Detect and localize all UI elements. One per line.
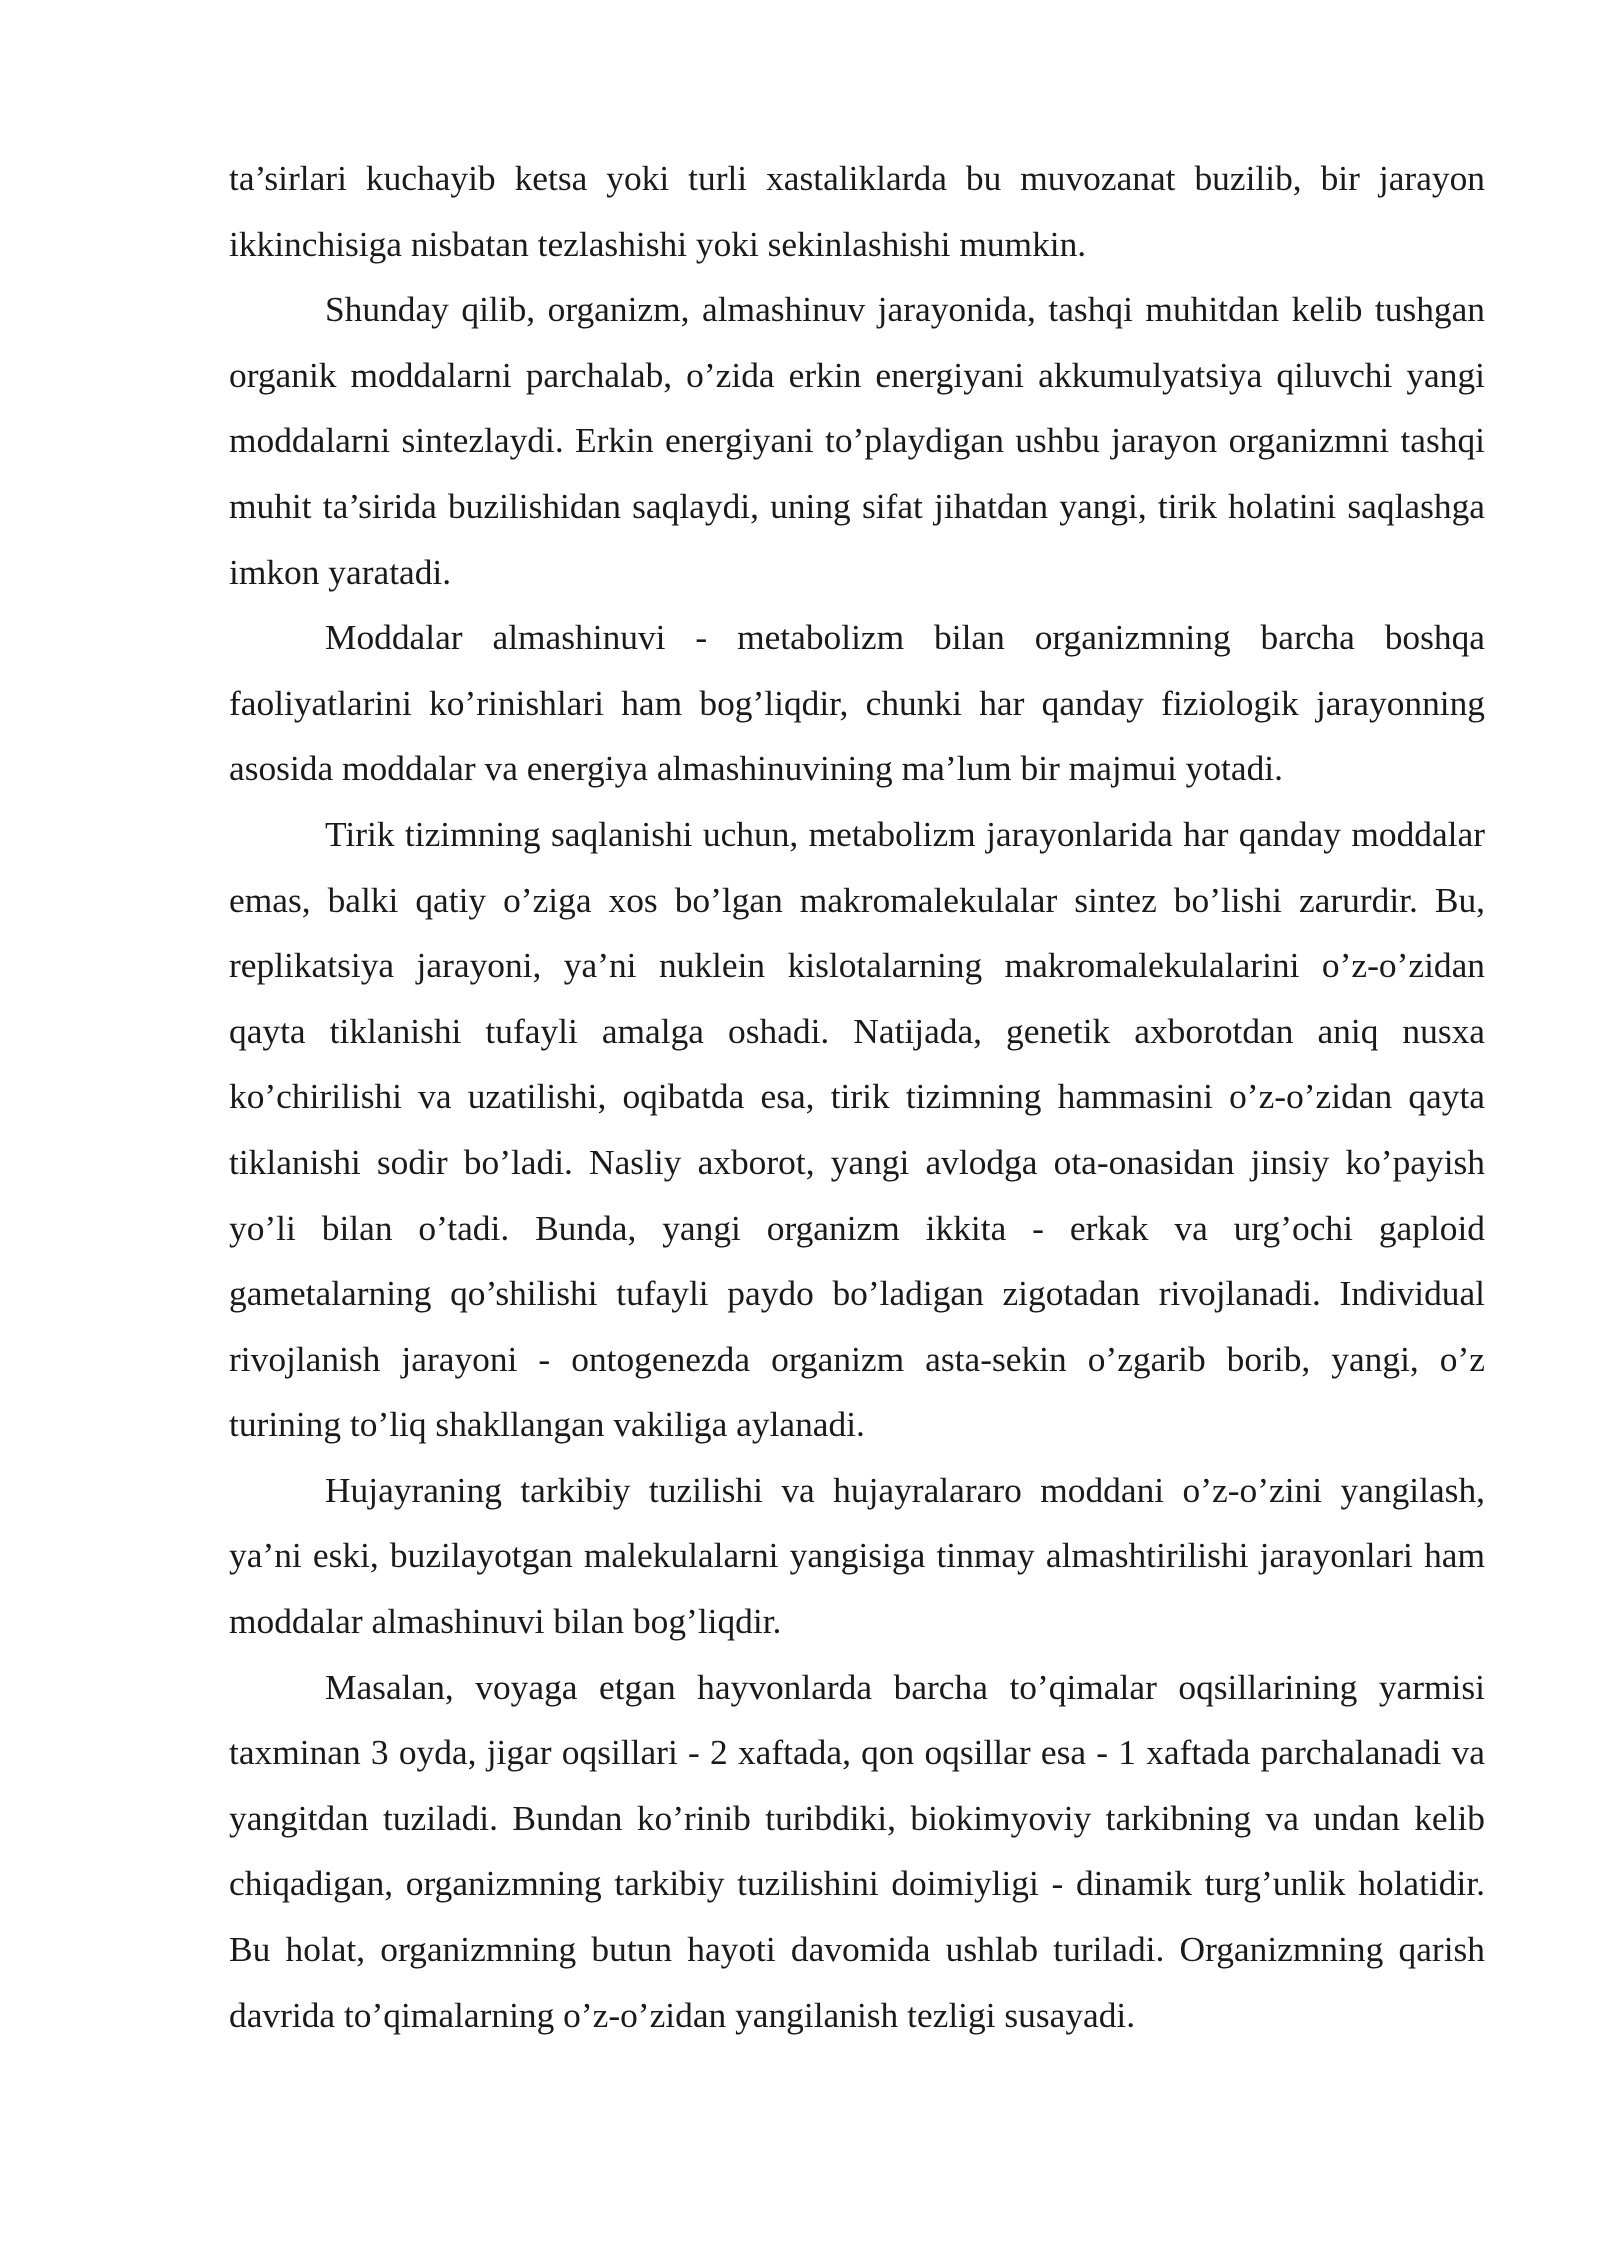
body-text [229,146,1485,2048]
paragraph-tirik-tizim: Tirik tizimning saqlanishi uchun, metabolizm jarayonlarida har qanday moddalar emas, balki qatiy o’ziga xos bo’lgan makromalekulalar sintez bo’lishi zarurdir. Bu, replikatsiya jarayoni, ya’ni nuklein kislotalarning makromalekulalarini o’z-o’zidan qayta tiklanishi tufayli amalga oshadi. Natijada, genetik axborotdan aniq nusxa ko’chirilishi va uzatilishi, oqibatda esa, tirik tizimning hammasini o’z-o’zidan qayta tiklanishi sodir bo’ladi. Nasliy axborot, yangi avlodga ota-onasidan jinsiy ko’payish yo’li bilan o’tadi. Bunda, yangi organizm ikkita - erkak va urg’ochi gaploid gametalarning qo’shilishi tufayli paydo bo’ladigan zigotadan rivojlanadi. Individual rivojlanish jarayoni - ontogenezda organizm asta-sekin o’zgarib borib, yangi, o’z turining to’liq shakllangan vakiliga aylanadi. [229,813,1485,1445]
paragraph-metabolizm: Moddalar almashinuvi - metabolizm bilan organizmning barcha boshqa faoliyatlarini ko’rinishlari ham bog’liqdir, chunki har qanday fiziologik jarayonning asosida moddalar va energiya almashinuvining ma’lum bir majmui yotadi. [229,617,1485,789]
paragraph-continued: ta’sirlari kuchayib ketsa yoki turli xastaliklarda bu muvozanat buzilib, bir jarayon ikkinchisiga nisbatan tezlashishi yoki sekinlashishi mumkin. [229,158,1485,264]
paragraph-masalan: Masalan, voyaga etgan hayvonlarda barcha to’qimalar oqsillarining yarmisi taxminan 3 oyda, jigar oqsillari - 2 xaftada, qon oqsillar esa - 1 xaftada parchalanadi va yangitdan tuziladi. Bundan ko’rinib turibdiki, biokimyoviy tarkibning va undan kelib chiqadigan, organizmning tarkibiy tuzilishini doimiyligi - dinamik turg’unlik holatidir. Bu holat, organizmning butun hayoti davomida ushlab turiladi. Organizmning qarish davrida to’qimalarning o’z-o’zidan yangilanish tezligi susayadi. [229,1666,1485,2035]
paragraph-hujayra: Hujayraning tarkibiy tuzilishi va hujayralararo moddani o’z-o’zini yangilash, ya’ni eski, buzilayotgan malekulalarni yangisiga tinmay almashtirilishi jarayonlari ham moddalar almashinuvi bilan bog’liqdir. [229,1469,1485,1642]
paragraph-organizm-almashinuv: Shunday qilib, organizm, almashinuv jarayonida, tashqi muhitdan kelib tushgan organik moddalarni parchalab, o’zida erkin energiyani akkumulyatsiya qiluvchi yangi moddalarni sintezlaydi. Erkin energiyani to’playdigan ushbu jarayon organizmni tashqi muhit ta’sirida buzilishidan saqlaydi, uning sifat jihatdan yangi, tirik holatini saqlashga imkon yaratadi. [229,289,1485,592]
